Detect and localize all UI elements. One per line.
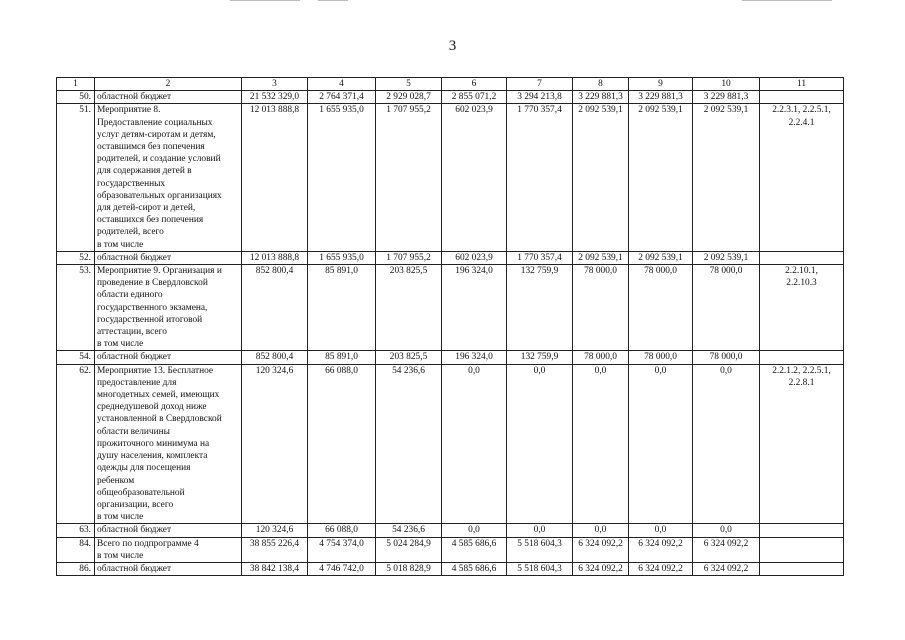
target-code-line: 2.2.1.2, 2.2.5.1,	[772, 365, 831, 376]
item-name-line: предоставление для	[97, 377, 177, 388]
amount-cell: 1 655 935,0	[308, 104, 376, 251]
amount-cell: 54 236,6	[376, 364, 442, 524]
item-name-line: в том числе	[97, 239, 144, 250]
table-row	[57, 364, 844, 524]
amount-cell: 78 000,0	[573, 265, 629, 351]
amount-cell: 2 092 539,1	[573, 104, 629, 251]
item-name-line: Мероприятие 8.	[97, 105, 161, 116]
amount-cell: 0,0	[442, 364, 507, 524]
target-code-line: 2.2.8.1	[788, 377, 815, 388]
column-header: 11	[760, 78, 844, 91]
amount-cell: 5 518 604,3	[507, 537, 573, 562]
page-number: 3	[448, 38, 457, 54]
amount-cell: 120 324,6	[242, 524, 308, 537]
column-number-row	[57, 78, 844, 91]
amount-cell: 0,0	[442, 524, 507, 537]
amount-cell: 85 891,0	[308, 351, 376, 364]
amount-cell: 0,0	[629, 364, 693, 524]
table-row	[57, 524, 844, 537]
column-header: 9	[629, 78, 693, 91]
column-header: 6	[442, 78, 507, 91]
target-code-cell	[760, 265, 844, 351]
amount-cell: 0,0	[573, 524, 629, 537]
amount-cell: 0,0	[629, 524, 693, 537]
amount-cell: 602 023,9	[442, 104, 507, 251]
amount-cell: 6 324 092,2	[629, 562, 693, 575]
item-name-line: Всего по подпрограмме 4	[97, 538, 199, 549]
amount-cell: 120 324,6	[242, 364, 308, 524]
amount-cell: 2 929 028,7	[376, 91, 442, 104]
amount-cell: 5 518 604,3	[507, 562, 573, 575]
table-row	[57, 91, 844, 104]
amount-cell: 3 229 881,3	[693, 91, 760, 104]
target-code-line: 2.2.10.3	[786, 278, 817, 289]
row-number-cell: 86.	[57, 562, 95, 575]
item-name-line: прожиточного минимума на	[97, 438, 210, 449]
column-header: 7	[507, 78, 573, 91]
amount-cell: 203 825,5	[376, 265, 442, 351]
item-name-line: области единого	[97, 290, 163, 301]
item-name-line: общеобразовательной	[97, 487, 185, 498]
amount-cell: 1 770 357,4	[507, 104, 573, 251]
amount-cell: 0,0	[507, 364, 573, 524]
amount-cell: 4 585 686,6	[442, 537, 507, 562]
item-name-line: аттестации, всего	[97, 327, 167, 338]
table-row	[57, 351, 844, 364]
table-row	[57, 562, 844, 575]
column-header: 10	[693, 78, 760, 91]
amount-cell: 132 759,9	[507, 351, 573, 364]
amount-cell: 78 000,0	[693, 351, 760, 364]
item-name-line: области величины	[97, 426, 170, 437]
amount-cell: 4 754 374,0	[308, 537, 376, 562]
target-code-cell	[760, 251, 844, 264]
amount-cell: 3 294 213,8	[507, 91, 573, 104]
row-number-cell: 52.	[57, 251, 95, 264]
target-code-cell	[760, 104, 844, 251]
row-number-cell: 51.	[57, 104, 95, 251]
target-code-cell	[760, 91, 844, 104]
item-name-cell	[95, 251, 242, 264]
item-name-line: среднедушевой доход ниже	[97, 402, 207, 413]
amount-cell: 602 023,9	[442, 251, 507, 264]
item-name-line: в том числе	[97, 512, 144, 523]
amount-cell: 38 855 226,4	[242, 537, 308, 562]
amount-cell: 0,0	[507, 524, 573, 537]
item-name-line: государственного экзамена,	[97, 302, 208, 313]
amount-cell: 12 013 888,8	[242, 104, 308, 251]
item-name-cell	[95, 524, 242, 537]
item-name-line: родителей, и создание условий	[97, 154, 221, 165]
amount-cell: 2 092 539,1	[629, 104, 693, 251]
item-name-line: оставшимся без попечения	[97, 142, 205, 153]
table-row	[57, 265, 844, 351]
amount-cell: 2 092 539,1	[573, 251, 629, 264]
column-header: 4	[308, 78, 376, 91]
table-row	[57, 104, 844, 251]
amount-cell: 4 746 742,0	[308, 562, 376, 575]
item-name-line: оставшихся без попечения	[97, 215, 204, 226]
amount-cell: 6 324 092,2	[693, 562, 760, 575]
item-name-cell	[95, 562, 242, 575]
item-name-line: государственных	[97, 178, 166, 189]
amount-cell: 1 770 357,4	[507, 251, 573, 264]
table-row	[57, 537, 844, 562]
row-number-cell: 50.	[57, 91, 95, 104]
amount-cell: 0,0	[693, 524, 760, 537]
amount-cell: 2 092 539,1	[629, 251, 693, 264]
row-number-cell: 84.	[57, 537, 95, 562]
amount-cell: 196 324,0	[442, 351, 507, 364]
amount-cell: 5 024 284,9	[376, 537, 442, 562]
target-code-line: 2.2.10.1,	[785, 266, 818, 277]
target-code-cell	[760, 364, 844, 524]
row-number-cell: 63.	[57, 524, 95, 537]
amount-cell: 3 229 881,3	[573, 91, 629, 104]
item-name-line: образовательных организациях	[97, 190, 222, 201]
item-name-cell	[95, 91, 242, 104]
amount-cell: 66 088,0	[308, 364, 376, 524]
item-name-line: для содержания детей в	[97, 166, 192, 177]
amount-cell: 21 532 329,0	[242, 91, 308, 104]
amount-cell: 132 759,9	[507, 265, 573, 351]
column-header: 2	[95, 78, 242, 91]
amount-cell: 78 000,0	[629, 265, 693, 351]
target-code-line: 2.2.4.1	[788, 117, 815, 128]
amount-cell: 1 707 955,2	[376, 104, 442, 251]
amount-cell: 5 018 828,9	[376, 562, 442, 575]
amount-cell: 0,0	[693, 364, 760, 524]
item-name-line: областной бюджет	[97, 563, 172, 574]
target-code-cell	[760, 537, 844, 562]
table-row	[57, 251, 844, 264]
amount-cell: 78 000,0	[693, 265, 760, 351]
item-name-cell	[95, 265, 242, 351]
amount-cell: 1 707 955,2	[376, 251, 442, 264]
column-header: 5	[376, 78, 442, 91]
amount-cell: 2 092 539,1	[693, 104, 760, 251]
item-name-line: государственной итоговой	[97, 314, 203, 325]
item-name-line: услуг детям-сиротам и детям,	[97, 129, 216, 140]
target-code-cell	[760, 562, 844, 575]
target-code-cell	[760, 351, 844, 364]
row-number-cell: 62.	[57, 364, 95, 524]
amount-cell: 852 800,4	[242, 351, 308, 364]
amount-cell: 54 236,6	[376, 524, 442, 537]
budget-table	[56, 77, 844, 576]
amount-cell: 6 324 092,2	[693, 537, 760, 562]
target-code-cell	[760, 524, 844, 537]
amount-cell: 0,0	[573, 364, 629, 524]
amount-cell: 2 764 371,4	[308, 91, 376, 104]
column-header: 1	[57, 78, 95, 91]
item-name-line: областной бюджет	[97, 525, 172, 536]
item-name-line: Мероприятие 9. Организация и	[97, 266, 222, 277]
scan-top-mark	[230, 0, 300, 1]
item-name-line: в том числе	[97, 339, 144, 350]
item-name-line: областной бюджет	[97, 252, 172, 263]
amount-cell: 78 000,0	[629, 351, 693, 364]
row-number-cell: 53.	[57, 265, 95, 351]
item-name-line: областной бюджет	[97, 92, 172, 103]
amount-cell: 6 324 092,2	[573, 537, 629, 562]
item-name-line: для детей-сирот и детей,	[97, 203, 196, 214]
amount-cell: 66 088,0	[308, 524, 376, 537]
table-body	[57, 91, 844, 576]
row-number-cell: 54.	[57, 351, 95, 364]
amount-cell: 38 842 138,4	[242, 562, 308, 575]
amount-cell: 203 825,5	[376, 351, 442, 364]
target-code-line: 2.2.3.1, 2.2.5.1,	[772, 105, 831, 116]
item-name-line: многодетных семей, имеющих	[97, 390, 220, 401]
item-name-cell	[95, 351, 242, 364]
item-name-line: душу населения, комплекта	[97, 451, 208, 462]
amount-cell: 6 324 092,2	[629, 537, 693, 562]
item-name-line: установленной в Свердловской	[97, 414, 222, 425]
item-name-cell	[95, 537, 242, 562]
amount-cell: 2 092 539,1	[693, 251, 760, 264]
item-name-cell	[95, 104, 242, 251]
column-header: 8	[573, 78, 629, 91]
item-name-line: проведение в Свердловской	[97, 278, 208, 289]
item-name-line: одежды для посещения	[97, 463, 191, 474]
amount-cell: 4 585 686,6	[442, 562, 507, 575]
amount-cell: 85 891,0	[308, 265, 376, 351]
item-name-line: Мероприятие 13. Бесплатное	[97, 365, 214, 376]
amount-cell: 1 655 935,0	[308, 251, 376, 264]
amount-cell: 6 324 092,2	[573, 562, 629, 575]
column-header: 3	[242, 78, 308, 91]
item-name-line: ребенком	[97, 475, 135, 486]
item-name-line: организации, всего	[97, 499, 174, 510]
item-name-cell	[95, 364, 242, 524]
scan-top-mark	[318, 0, 348, 1]
amount-cell: 2 855 071,2	[442, 91, 507, 104]
amount-cell: 78 000,0	[573, 351, 629, 364]
amount-cell: 12 013 888,8	[242, 251, 308, 264]
item-name-line: Предоставление социальных	[97, 117, 213, 128]
amount-cell: 852 800,4	[242, 265, 308, 351]
item-name-line: в том числе	[97, 550, 144, 561]
scan-top-mark	[742, 0, 832, 1]
amount-cell: 3 229 881,3	[629, 91, 693, 104]
item-name-line: родителей, всего	[97, 227, 164, 238]
amount-cell: 196 324,0	[442, 265, 507, 351]
item-name-line: областной бюджет	[97, 352, 172, 363]
